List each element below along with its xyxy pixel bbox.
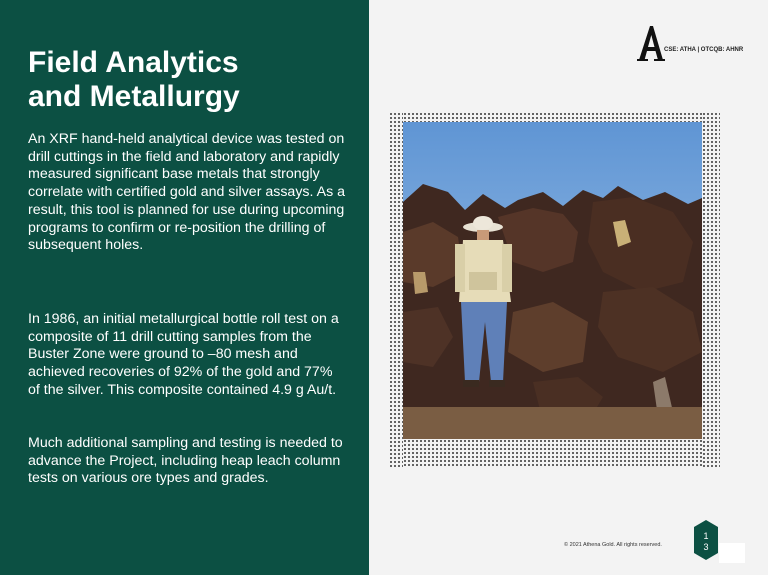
paragraph-additional-testing: Much additional sampling and testing is needed to advance the Project, including heap leach column tests on various ore types and grades. — [28, 435, 343, 487]
footer-white-box — [719, 543, 745, 563]
field-photo — [403, 122, 702, 439]
paragraph-metallurgy: In 1986, an initial metallurgical bottle roll test on a composite of 11 drill cutting samples from the Buster Zone were ground to –80 mesh and achieved recoveries of 92% of the gold and 77% of the silver. This composite contained 4.9 g Au/t. — [28, 311, 339, 398]
page-number — [694, 531, 718, 553]
dot-pattern-bottom — [403, 439, 702, 468]
title-line-1: Field Analytics — [28, 46, 239, 79]
athena-logo-icon — [636, 22, 666, 62]
page-digit-1: 1 — [703, 531, 709, 541]
field-photo-geologist-icon — [403, 122, 702, 439]
dot-pattern-top — [403, 112, 702, 122]
dot-pattern-left — [389, 112, 403, 468]
page-digit-2: 3 — [703, 542, 709, 552]
ticker-label: CSE: ATHA | OTCQB: AHNR — [664, 47, 744, 53]
paragraph-xrf: An XRF hand-held analytical device was tested on drill cuttings in the field and laboratory and rapidly measured significant base metals that strongly correlate with certified gold and silver assays. As a result, this tool is planned for use during upcoming programs to confirm or re-position the drilling of subsequent holes. — [28, 131, 346, 254]
dot-pattern-right — [702, 112, 720, 468]
title-line-2: and Metallurgy — [28, 80, 240, 113]
left-panel — [0, 0, 369, 575]
copyright-text: © 2021 Athena Gold. All rights reserved. — [564, 542, 662, 548]
slide-title — [28, 46, 358, 114]
